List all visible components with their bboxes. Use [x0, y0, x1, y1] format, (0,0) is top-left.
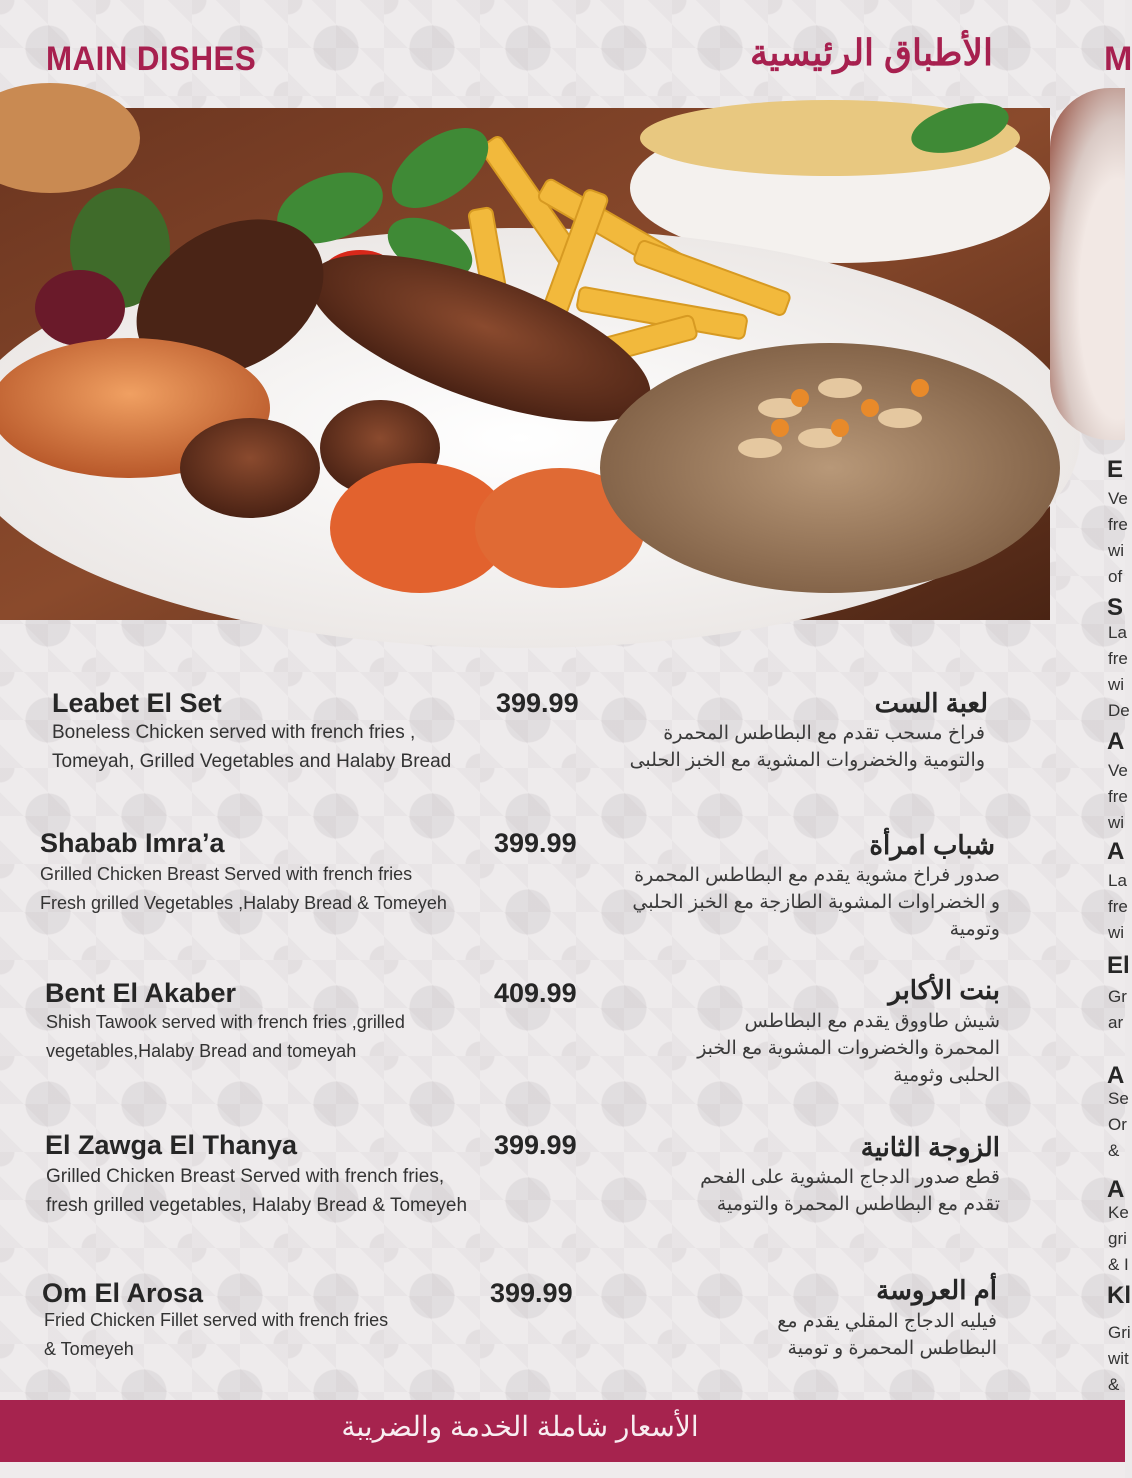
section-title-en: MAIN DISHES [46, 40, 257, 78]
next-page-item-text: La fre wi De [1108, 623, 1130, 720]
item-description-ar: قطع صدور الدجاج المشوية على الفحم تقدم مع البطاطس المحمرة والتومية [700, 1167, 1000, 1215]
next-page-item-initial: S [1107, 594, 1124, 621]
item-name-ar: أم العروسة [876, 1275, 997, 1305]
item-description-ar: فيليه الدجاج المقلي يقدم مع البطاطس المحمرة و تومية [777, 1311, 997, 1359]
section-title-ar: الأطباق الرئيسية [750, 32, 993, 73]
next-page-item-initial: E [1107, 456, 1124, 483]
item-price: 399.99 [494, 828, 577, 858]
footer-note-ar: الأسعار شاملة الخدمة والضريبة [341, 1411, 699, 1442]
item-price: 409.99 [494, 978, 577, 1008]
next-page-item-initial: A [1107, 1062, 1125, 1089]
next-page-title-fragment: M [1104, 40, 1132, 78]
next-page-item-text: Ve fre wi [1108, 761, 1128, 832]
platter-illustration [0, 108, 1050, 620]
next-page-item-text: Se Or & [1108, 1089, 1129, 1160]
item-description-en: Grilled Chicken Breast Served with french fries Fresh grilled Vegetables ,Halaby Bread & Tomeyeh [40, 864, 447, 913]
item-description-en: Fried Chicken Fillet served with french fries & Tomeyeh [44, 1310, 389, 1359]
item-price: 399.99 [496, 688, 579, 718]
next-page-item-initial: A [1107, 1176, 1125, 1203]
item-price: 399.99 [494, 1130, 577, 1160]
next-page-item-text: Gr ar [1108, 987, 1127, 1032]
item-name-ar: بنت الأكابر [888, 975, 1000, 1005]
item-description-en: Grilled Chicken Breast Served with french fries, fresh grilled vegetables, Halaby Bread & Tomeyeh [46, 1166, 468, 1216]
mixed-grill-platter-photo [0, 108, 1050, 620]
item-name-ar: لعبة الست [874, 688, 988, 718]
item-name-en: Shabab Imra’a [40, 828, 225, 858]
item-name-en: El Zawga El Thanya [45, 1130, 298, 1160]
next-page-item-text: Ke gri & I [1108, 1203, 1129, 1274]
item-description-en: Boneless Chicken served with french fries , Tomeyah, Grilled Vegetables and Halaby Bread [52, 722, 452, 772]
item-description-en: Shish Tawook served with french fries ,grilled vegetables,Halaby Bread and tomeyah [46, 1012, 405, 1061]
next-page-item-initial: A [1107, 838, 1125, 865]
item-description-ar: شيش طاووق يقدم مع البطاطس المحمرة والخضروات المشوية مع الخبز الحلبى وثومية [697, 1011, 1000, 1086]
item-description-ar: صدور فراخ مشوية يقدم مع البطاطس المحمرة و الخضراوات المشوية الطازجة مع الخبز الحلبي وتومية [632, 865, 1000, 940]
next-page-item-initial: Kl [1107, 1282, 1131, 1309]
next-page-item-initial: A [1107, 728, 1125, 755]
next-page-item-text: Ve fre wi of [1108, 489, 1128, 586]
item-price: 399.99 [490, 1278, 573, 1308]
side-dish-photo-fragment [1050, 88, 1125, 440]
item-name-ar: الزوجة الثانية [860, 1132, 1000, 1162]
next-page-item-text: La fre wi [1108, 871, 1128, 942]
next-page-item-text: Gri wit & [1108, 1323, 1131, 1394]
item-name-en: Leabet El Set [52, 688, 222, 718]
next-page-item-initial: El [1107, 952, 1130, 979]
bottom-margin [0, 1462, 1125, 1478]
item-description-ar: فراخ مسحب تقدم مع البطاطس المحمرة والتومية والخضروات المشوية مع الخبز الحلبى [629, 723, 985, 771]
item-name-en: Om El Arosa [42, 1278, 204, 1308]
item-name-ar: شباب امرأة [869, 830, 995, 860]
item-name-en: Bent El Akaber [45, 978, 237, 1008]
